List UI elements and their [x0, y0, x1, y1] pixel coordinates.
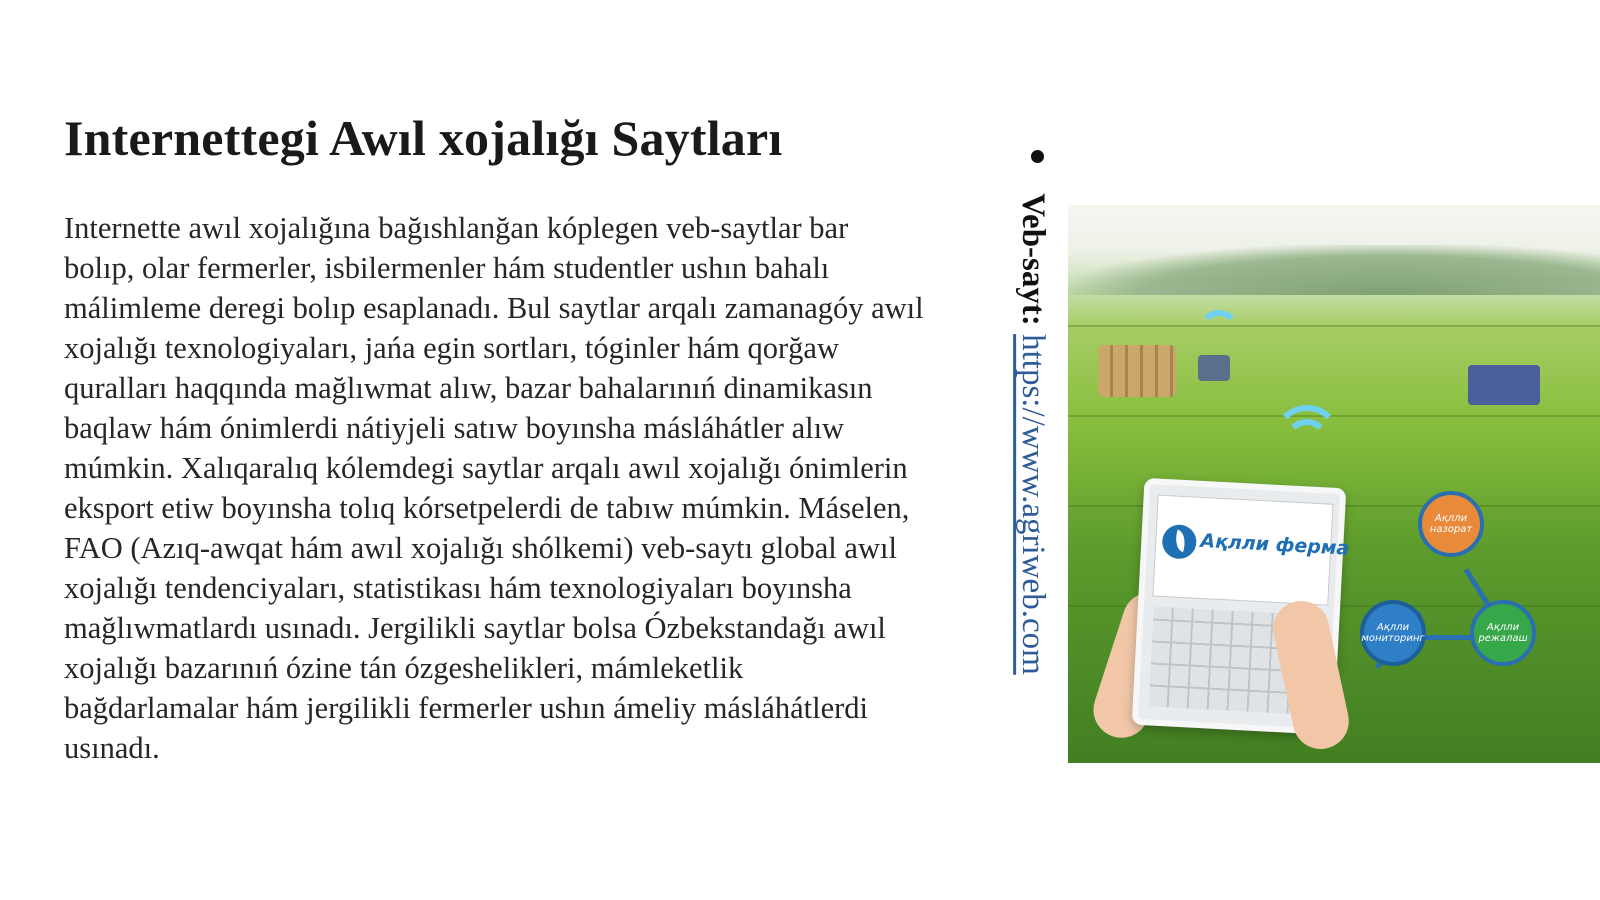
truck-icon — [1468, 365, 1540, 405]
app-name: Ақлли ферма — [1199, 529, 1350, 560]
slide-title: Internettegi Awıl xojalığı Saytları — [64, 110, 783, 166]
wifi-icon — [1198, 310, 1240, 352]
node-smart-monitoring: Ақлли мониторинг — [1360, 600, 1426, 666]
website-link[interactable]: https://www.agriweb.com — [1015, 334, 1051, 675]
tablet-screen — [1152, 495, 1350, 606]
smart-farm-illustration — [1068, 205, 1600, 763]
bullet-dot-icon — [1031, 150, 1044, 163]
hills-background — [1068, 245, 1600, 295]
field-row — [1068, 415, 1600, 417]
wifi-icon — [1285, 419, 1329, 463]
website-label: Veb-sayt: — [1015, 193, 1051, 326]
body-paragraph: Internette awıl xojalığına bağıshlanğan kóplegen veb-saytlar bar bolıp, olar fermerler, isbilermenler hám studentler ushın bahalı málimleme deregi bolıp esaplanadı. Bul saytlar arqalı zamanagóy awıl xojalığı texnologiyaları, jańa egin sortları, tóginler hám qorğaw quralları haqqında mağlıwmat alıw, bazar bahalarınıń dinamikasın baqlaw hám ónimlerdi nátiyjeli satıw boyınsha másláhátler alıw múmkin. Xalıqaralıq kólemdegi saytlar arqalı awıl xojalığı ónimlerin eksport etiw boyınsha tolıq kórsetpelerdi de tabıw múmkin. Máselen, FAO (Azıq-awqat hám awıl xojalığı shólkemi) veb-saytı global awıl xojalığı tendenciyaları, statistikası hám texnologiyaları boyınsha mağlıwmatlardı usınadı. Jergilikli saytlar bolsa Ózbekstandağı awıl xojalığı bazarınıń ózine tán ózgeshelikleri, mámleketlik bağdarlamalar hám jergilikli fermerler ushın ámeliy másláhátlerdi usınadı. — [64, 211, 924, 765]
tractor-icon — [1198, 355, 1230, 381]
website-bullet — [1008, 150, 1058, 760]
node-smart-control: Ақлли назорат — [1418, 491, 1484, 557]
hay-bales-icon — [1098, 345, 1176, 397]
app-logo-icon — [1161, 524, 1197, 560]
field-row — [1068, 325, 1600, 327]
node-smart-planning: Ақлли режалаш — [1470, 600, 1536, 666]
